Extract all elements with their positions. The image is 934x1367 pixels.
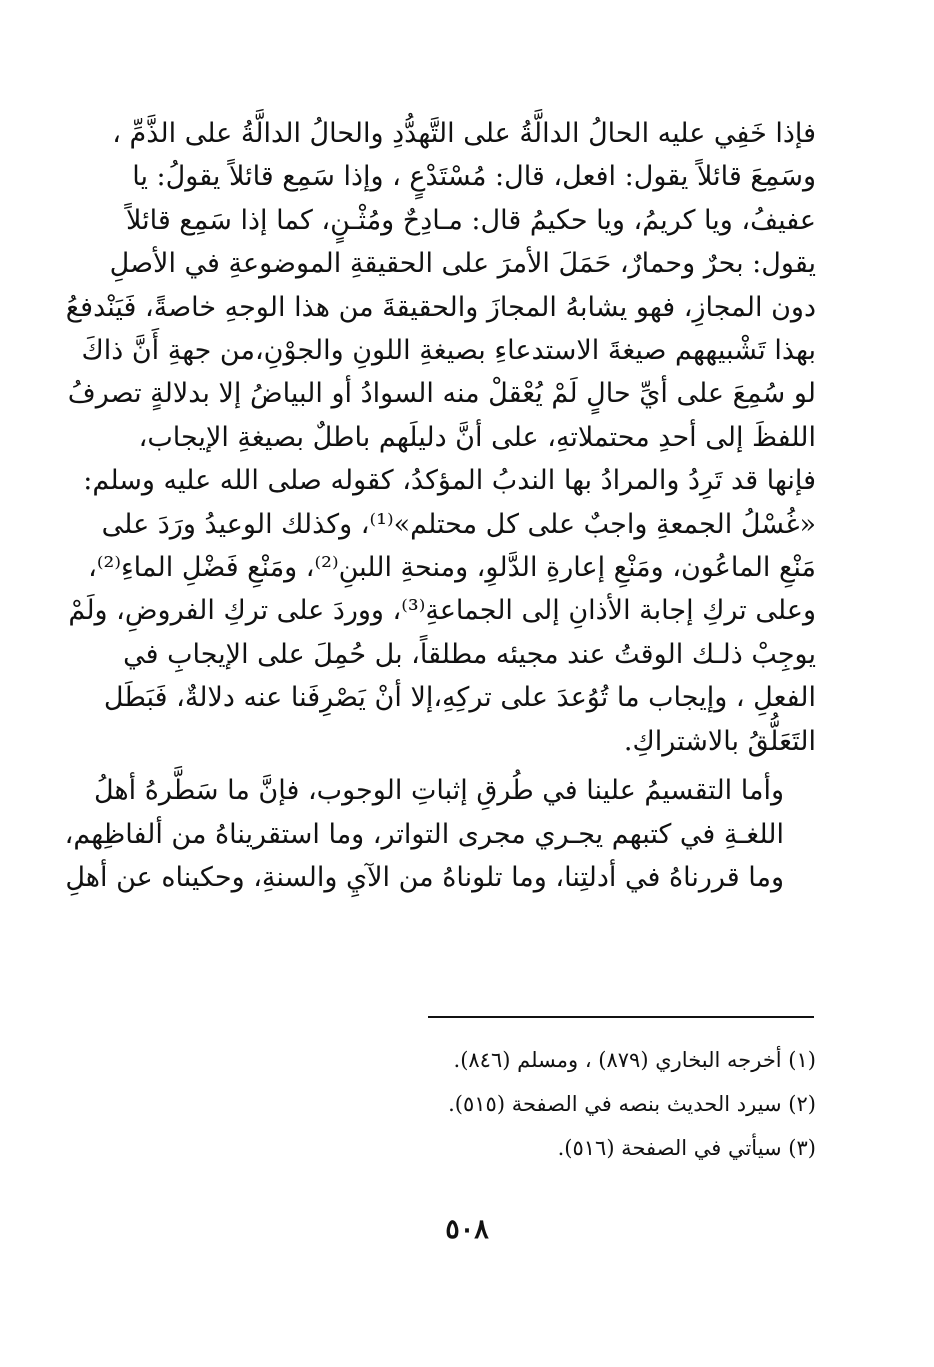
text-line: التَعَلُّقُ بالاشتراكِ. (623, 725, 816, 757)
text-line: فإذا خَفِي عليه الحالُ الدالَّةُ على التَّهدُّدِ والحالُ الدالَّةُ على الذَّمِّ ، (112, 118, 816, 149)
page-number: ٥٠٨ (445, 1214, 489, 1245)
main-text (64, 112, 816, 899)
text-line: فإنها قد تَرِدُ والمرادُ بها الندبُ المؤكدُ، كقوله صلى الله عليه وسلم: (83, 465, 816, 497)
text-line: يوجِبْ ذلـك الوقتُ عند مجيئه مطلقاً، بل حُمِلَ على الإيجابِ في (123, 638, 816, 670)
text-line: اللغـةِ في كتبهم يجـري مجرى التواتر، وما استقريناهُ من ألفاظِهم، (64, 818, 784, 850)
footnote-1: (١) أخرجه البخاري (٨٧٩) ، ومسلم (٨٤٦). (453, 1048, 816, 1072)
text-line: يقول: بحرٌ وحمارٌ، حَمَلَ الأمرَ على الحقيقةِ الموضوعةِ في الأصلِ (109, 248, 816, 280)
text-line: مَنْعِ الماعُون، ومَنْعِ إعارةِ الدَّلوِ، ومنحةِ اللبنِ⁽²⁾، ومَنْعِ فَضْلِ الماءِ⁽²⁾، (88, 552, 816, 584)
text-line: بهذا تَشْبيههم صيغةَ الاستدعاءِ بصيغةِ اللونِ والجوْنِ،من جهةِ أَنَّ ذاكَ (81, 335, 816, 367)
footnote-separator (428, 1016, 814, 1018)
footnote-3: (٣) سيأتي في الصفحة (٥١٦). (557, 1136, 816, 1160)
text-line: اللفظَ إلى أحدِ محتملاتهِ، على أنَّ دليلَهم باطلٌ بصيغةِ الإيجاب، (138, 421, 816, 453)
text-line: لو سُمِعَ على أيِّ حالٍ لَمْ يُعْقلْ منه السوادُ أو البياضُ إلا بدلالةٍ تصرفُ (67, 378, 816, 410)
text-line: وأما التقسيمُ علينا في طُرقِ إثباتِ الوجوب، فإنَّ ما سَطَّرهُ أهلُ (93, 775, 784, 807)
text-line: وعلى تركِ إجابة الأذانِ إلى الجماعةِ⁽³⁾، ووردَ على تركِ الفروضِ، ولَمْ (68, 595, 816, 627)
text-line: «غُسْلُ الجمعةِ واجبٌ على كل محتلم»⁽¹⁾، وكذلك الوعيدُ ورَدَ على (101, 508, 816, 540)
text-line: وسَمِعَ قائلاً يقول: افعل، قال: مُسْتَدْعٍ ، وإذا سَمِع قائلاً يقولُ: يا (132, 161, 816, 193)
paragraph-1 (65, 112, 816, 763)
paragraph-2 (64, 769, 816, 899)
text-line: وما قررناهُ في أدلتِنا، وما تلوناهُ من الآيِ والسنةِ، وحكيناه عن أهلِ (65, 861, 784, 893)
footnote-2: (٢) سيرد الحديث بنصه في الصفحة (٥١٥). (448, 1092, 816, 1116)
text-line: عفيفُ، ويا كريمُ، ويا حكيمُ قال: مـادِحٌ ومُثْـنٍ، كما إذا سَمِع قائلاً (125, 204, 816, 236)
footnotes (216, 1038, 816, 1170)
text-line: الفعلِ ، وإيجاب ما تُوُعدَ على تركِهِ،إلا أنْ يَصْرِفَنا عنه دلالةٌ، فَبَطَل (103, 682, 816, 714)
text-line: دون المجازِ، فهو يشابهُ المجازَ والحقيقةَ من هذا الوجهِ خاصةً، فَيَنْدفعُ (65, 291, 816, 323)
